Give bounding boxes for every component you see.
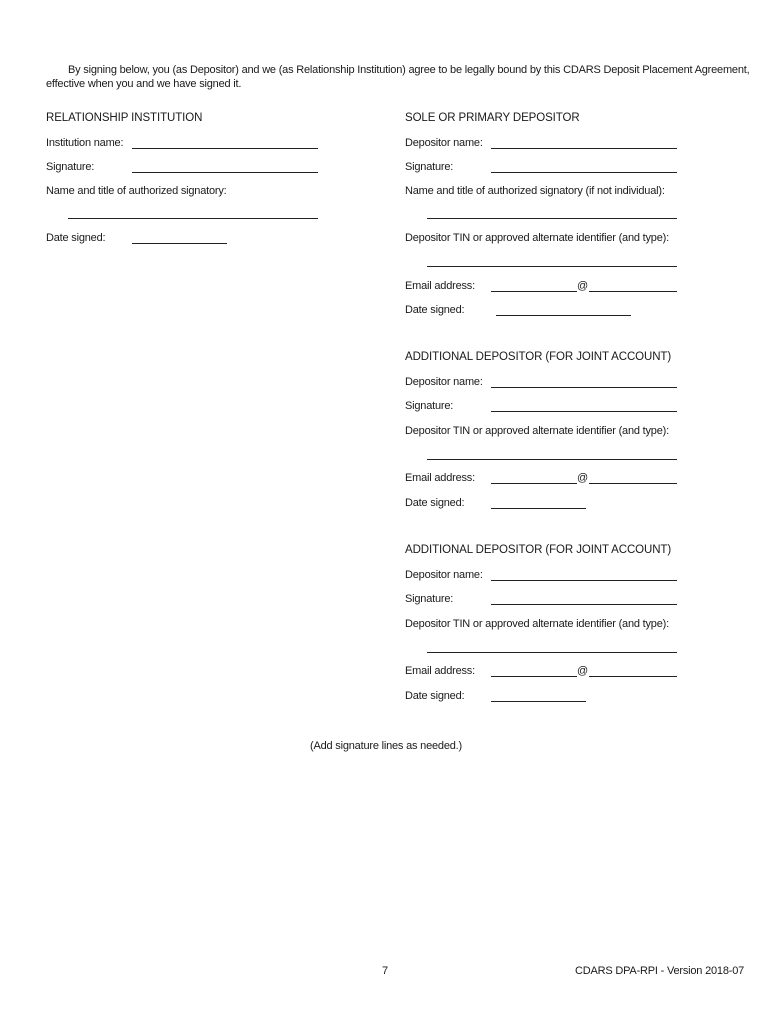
- version-footer: CDARS DPA-RPI - Version 2018-07: [575, 965, 745, 977]
- primary-tin-line[interactable]: [427, 266, 677, 267]
- additional-1-tin-label: Depositor TIN or approved alternate identifier (and type):: [405, 425, 669, 437]
- institution-signature-line[interactable]: [132, 172, 318, 173]
- additional-2-depositor-name-label: Depositor name:: [405, 569, 483, 581]
- intro-line-1: By signing below, you (as Depositor) and we (as Relationship Institution) agree to be legally bound by this CDARS Deposit Placement Agreement,: [68, 64, 750, 76]
- additional-2-signature-label: Signature:: [405, 593, 454, 605]
- additional-2-email-label: Email address:: [405, 665, 475, 677]
- primary-email-user-line[interactable]: [491, 291, 577, 292]
- primary-email-domain-line[interactable]: [589, 291, 677, 292]
- additional-2-signature-line[interactable]: [491, 604, 677, 605]
- primary-date-signed-label: Date signed:: [405, 304, 465, 316]
- primary-email-label: Email address:: [405, 280, 475, 292]
- additional-2-date-signed-label: Date signed:: [405, 690, 465, 702]
- primary-authorized-signatory-line[interactable]: [427, 218, 677, 219]
- additional-2-email-at: @: [577, 665, 589, 677]
- institution-date-signed-line[interactable]: [132, 243, 227, 244]
- authorized-signatory-line[interactable]: [68, 218, 318, 219]
- additional-1-date-signed-line[interactable]: [491, 508, 586, 509]
- primary-depositor-name-label: Depositor name:: [405, 137, 483, 149]
- intro-line-2: effective when you and we have signed it.: [46, 78, 242, 90]
- additional-1-signature-label: Signature:: [405, 400, 454, 412]
- primary-signature-label: Signature:: [405, 161, 454, 173]
- institution-name-line[interactable]: [132, 148, 318, 149]
- institution-signature-label: Signature:: [46, 161, 95, 173]
- additional-2-depositor-name-line[interactable]: [491, 580, 677, 581]
- primary-authorized-signatory-label: Name and title of authorized signatory (if not individual):: [405, 185, 665, 197]
- authorized-signatory-label: Name and title of authorized signatory:: [46, 185, 227, 197]
- primary-date-signed-line[interactable]: [496, 315, 631, 316]
- relationship-institution-heading: RELATIONSHIP INSTITUTION: [46, 112, 203, 124]
- additional-1-tin-line[interactable]: [427, 459, 677, 460]
- additional-1-email-domain-line[interactable]: [589, 483, 677, 484]
- additional-1-date-signed-label: Date signed:: [405, 497, 465, 509]
- additional-1-email-at: @: [577, 472, 589, 484]
- institution-date-signed-label: Date signed:: [46, 232, 106, 244]
- additional-1-email-user-line[interactable]: [491, 483, 577, 484]
- primary-depositor-heading: SOLE OR PRIMARY DEPOSITOR: [405, 112, 580, 124]
- additional-depositor-2-heading: ADDITIONAL DEPOSITOR (FOR JOINT ACCOUNT): [405, 544, 672, 556]
- primary-tin-label: Depositor TIN or approved alternate identifier (and type):: [405, 232, 669, 244]
- additional-1-email-label: Email address:: [405, 472, 475, 484]
- add-signature-lines-note: (Add signature lines as needed.): [310, 740, 462, 752]
- primary-signature-line[interactable]: [491, 172, 677, 173]
- additional-2-email-user-line[interactable]: [491, 676, 577, 677]
- additional-1-signature-line[interactable]: [491, 411, 677, 412]
- additional-2-tin-label: Depositor TIN or approved alternate identifier (and type):: [405, 618, 669, 630]
- additional-1-depositor-name-line[interactable]: [491, 387, 677, 388]
- primary-email-at: @: [577, 280, 589, 292]
- page-number: 7: [382, 965, 388, 977]
- primary-depositor-name-line[interactable]: [491, 148, 677, 149]
- additional-1-depositor-name-label: Depositor name:: [405, 376, 483, 388]
- additional-2-tin-line[interactable]: [427, 652, 677, 653]
- additional-2-date-signed-line[interactable]: [491, 701, 586, 702]
- additional-2-email-domain-line[interactable]: [589, 676, 677, 677]
- additional-depositor-1-heading: ADDITIONAL DEPOSITOR (FOR JOINT ACCOUNT): [405, 351, 672, 363]
- institution-name-label: Institution name:: [46, 137, 124, 149]
